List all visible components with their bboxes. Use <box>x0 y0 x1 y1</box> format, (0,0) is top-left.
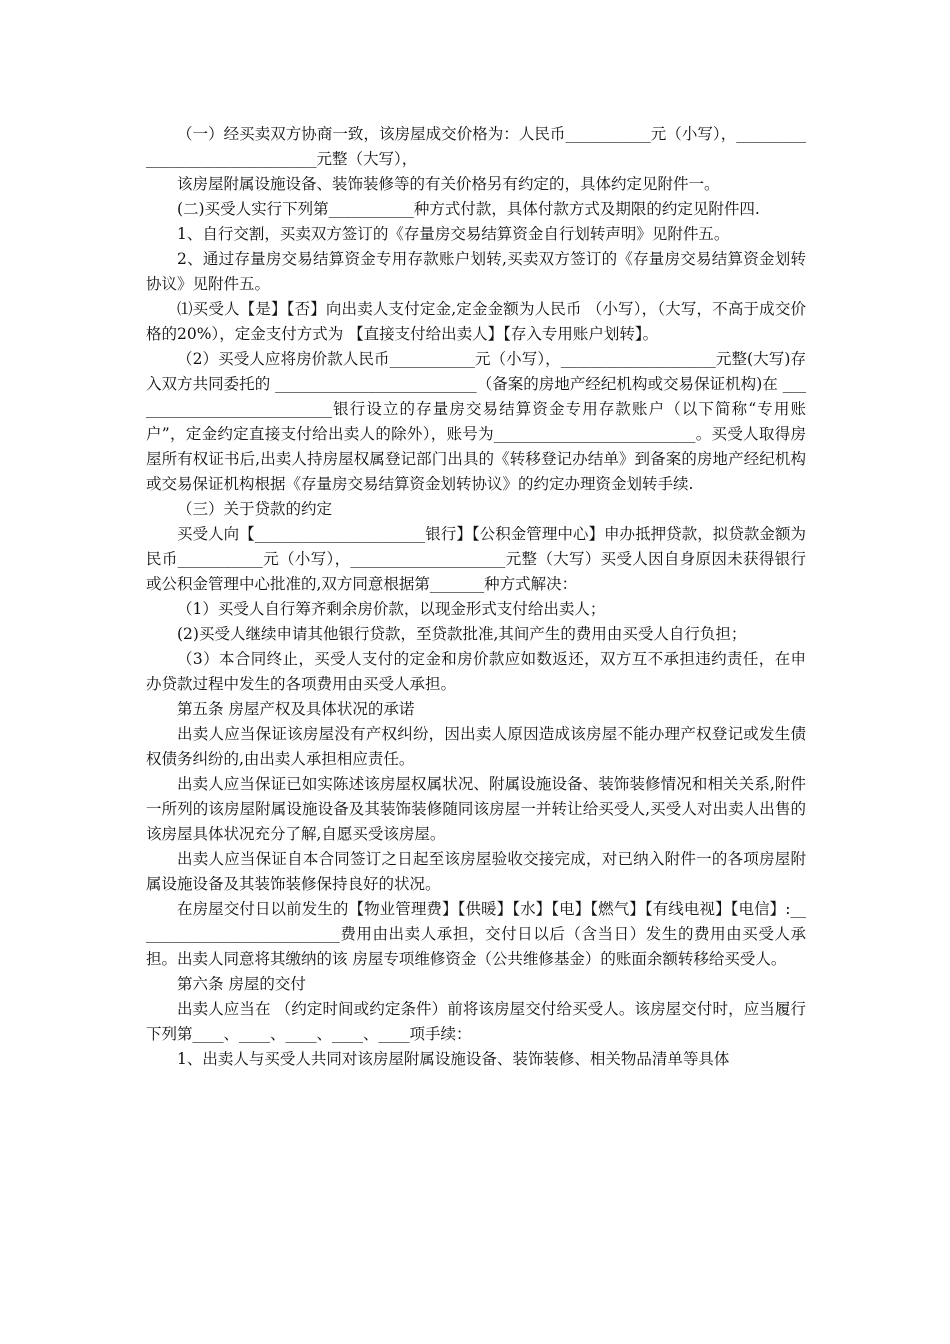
paragraph-payment-method: (二)买受人实行下列第___________种方式付款，具体付款方式及期限的约定见附件四. <box>177 200 760 218</box>
paragraph-fees: 在房屋交付日以前发生的【物业管理费】【供暖】【水】【电】【燃气】【有线电视】【电信】:___________________________费用由出卖人承担，交付日以后（含当日）发生的费用由买受人承担。出卖人同意将其缴纳的该 房屋专项维修资金（公共维修基金）的账面余额转移给买受人。 <box>146 900 806 968</box>
paragraph-maintenance: 出卖人应当保证自本合同签订之日起至该房屋验收交接完成，对已纳入附件一的各项房屋附属设施设备及其装饰装修保持良好的状况。 <box>146 850 806 893</box>
paragraph-loan-option-1: （1）买受人自行筹齐剩余房价款，以现金形式支付给出卖人； <box>177 600 606 618</box>
paragraph-loan-application: 买受人向【______________________银行】【公积金管理中心】申办抵押贷款，拟贷款金额为民币___________元（小写），____________________元整（大写）买受人因自身原因未获得银行或公积金管理中心批准的,双方同意根据第_______种方式解决： <box>146 525 806 593</box>
paragraph-delivery-time: 出卖人应当在 （约定时间或约定条件）前将该房屋交付给买受人。该房屋交付时，应当履行下列第____、____、____、____、____项手续： <box>146 1000 806 1043</box>
paragraph-property-status: 出卖人应当保证已如实陈述该房屋权属状况、附属设施设备、装饰装修情况和相关关系,附件一所列的该房屋附属设施设备及其装饰装修随同该房屋一并转让给买受人,买受人对出卖人出售的该房屋具体状况充分了解,自愿买受该房屋。 <box>146 775 806 843</box>
paragraph-special-account: 2、通过存量房交易结算资金专用存款账户划转,买卖双方签订的《存量房交易结算资金划转协议》见附件五。 <box>146 250 806 293</box>
paragraph-deposit: ⑴买受人【是】【否】向出卖人支付定金,定金金额为人民币 （小写），（大写，不高于成交价格的20%），定金支付方式为 【直接支付给出卖人】【存入专用账户划转】。 <box>146 300 806 343</box>
paragraph-loan-option-2: (2)买受人继续申请其他银行贷款，至贷款批准,其间产生的费用由买受人自行负担； <box>177 625 747 643</box>
paragraph-price-amount: （一）经买卖双方协商一致，该房屋成交价格为：人民币___________元（小写），_______________________________元整（大写）， <box>146 125 806 168</box>
paragraph-escrow-transfer: （2）买受人应将房价款人民币___________元（小写），____________________元整(大写)存入双方共同委托的 __________________________（备案的房地产经纪机构或交易保证机构)在 ___________________________银行设立的存量房交易结算资金专用存款账户（以下简称“专用账户”，定金约定直接支付给出卖人的除外），账号为__________________________。买受人取得房屋所有权证书后,出卖人持房屋权属登记部门出具的《转移登记办结单》到备案的房地产经纪机构或交易保证机构根据《存量房交易结算资金划转协议》的约定办理资金划转手续. <box>146 350 806 493</box>
article-5-heading: 第五条 房屋产权及具体状况的承诺 <box>177 700 415 718</box>
article-6-heading: 第六条 房屋的交付 <box>177 975 306 993</box>
section-loan-heading: （三）关于贷款的约定 <box>177 500 333 518</box>
paragraph-property-dispute: 出卖人应当保证该房屋没有产权纠纷，因出卖人原因造成该房屋不能办理产权登记或发生债权债务纠纷的,由出卖人承担相应责任。 <box>146 725 806 768</box>
contract-page-body <box>146 122 806 1072</box>
paragraph-loan-option-3: （3）本合同终止，买受人支付的定金和房价款应如数返还，双方互不承担违约责任，在申办贷款过程中发生的各项费用由买受人承担。 <box>146 650 806 693</box>
paragraph-self-settlement: 1、自行交割，买卖双方签订的《存量房交易结算资金自行划转声明》见附件五。 <box>177 225 730 243</box>
paragraph-fixture-price: 该房屋附属设施设备、装饰装修等的有关价格另有约定的，具体约定见附件一。 <box>177 175 720 193</box>
paragraph-delivery-checklist: 1、出卖人与买受人共同对该房屋附属设施设备、装饰装修、相关物品清单等具体 <box>177 1050 730 1068</box>
